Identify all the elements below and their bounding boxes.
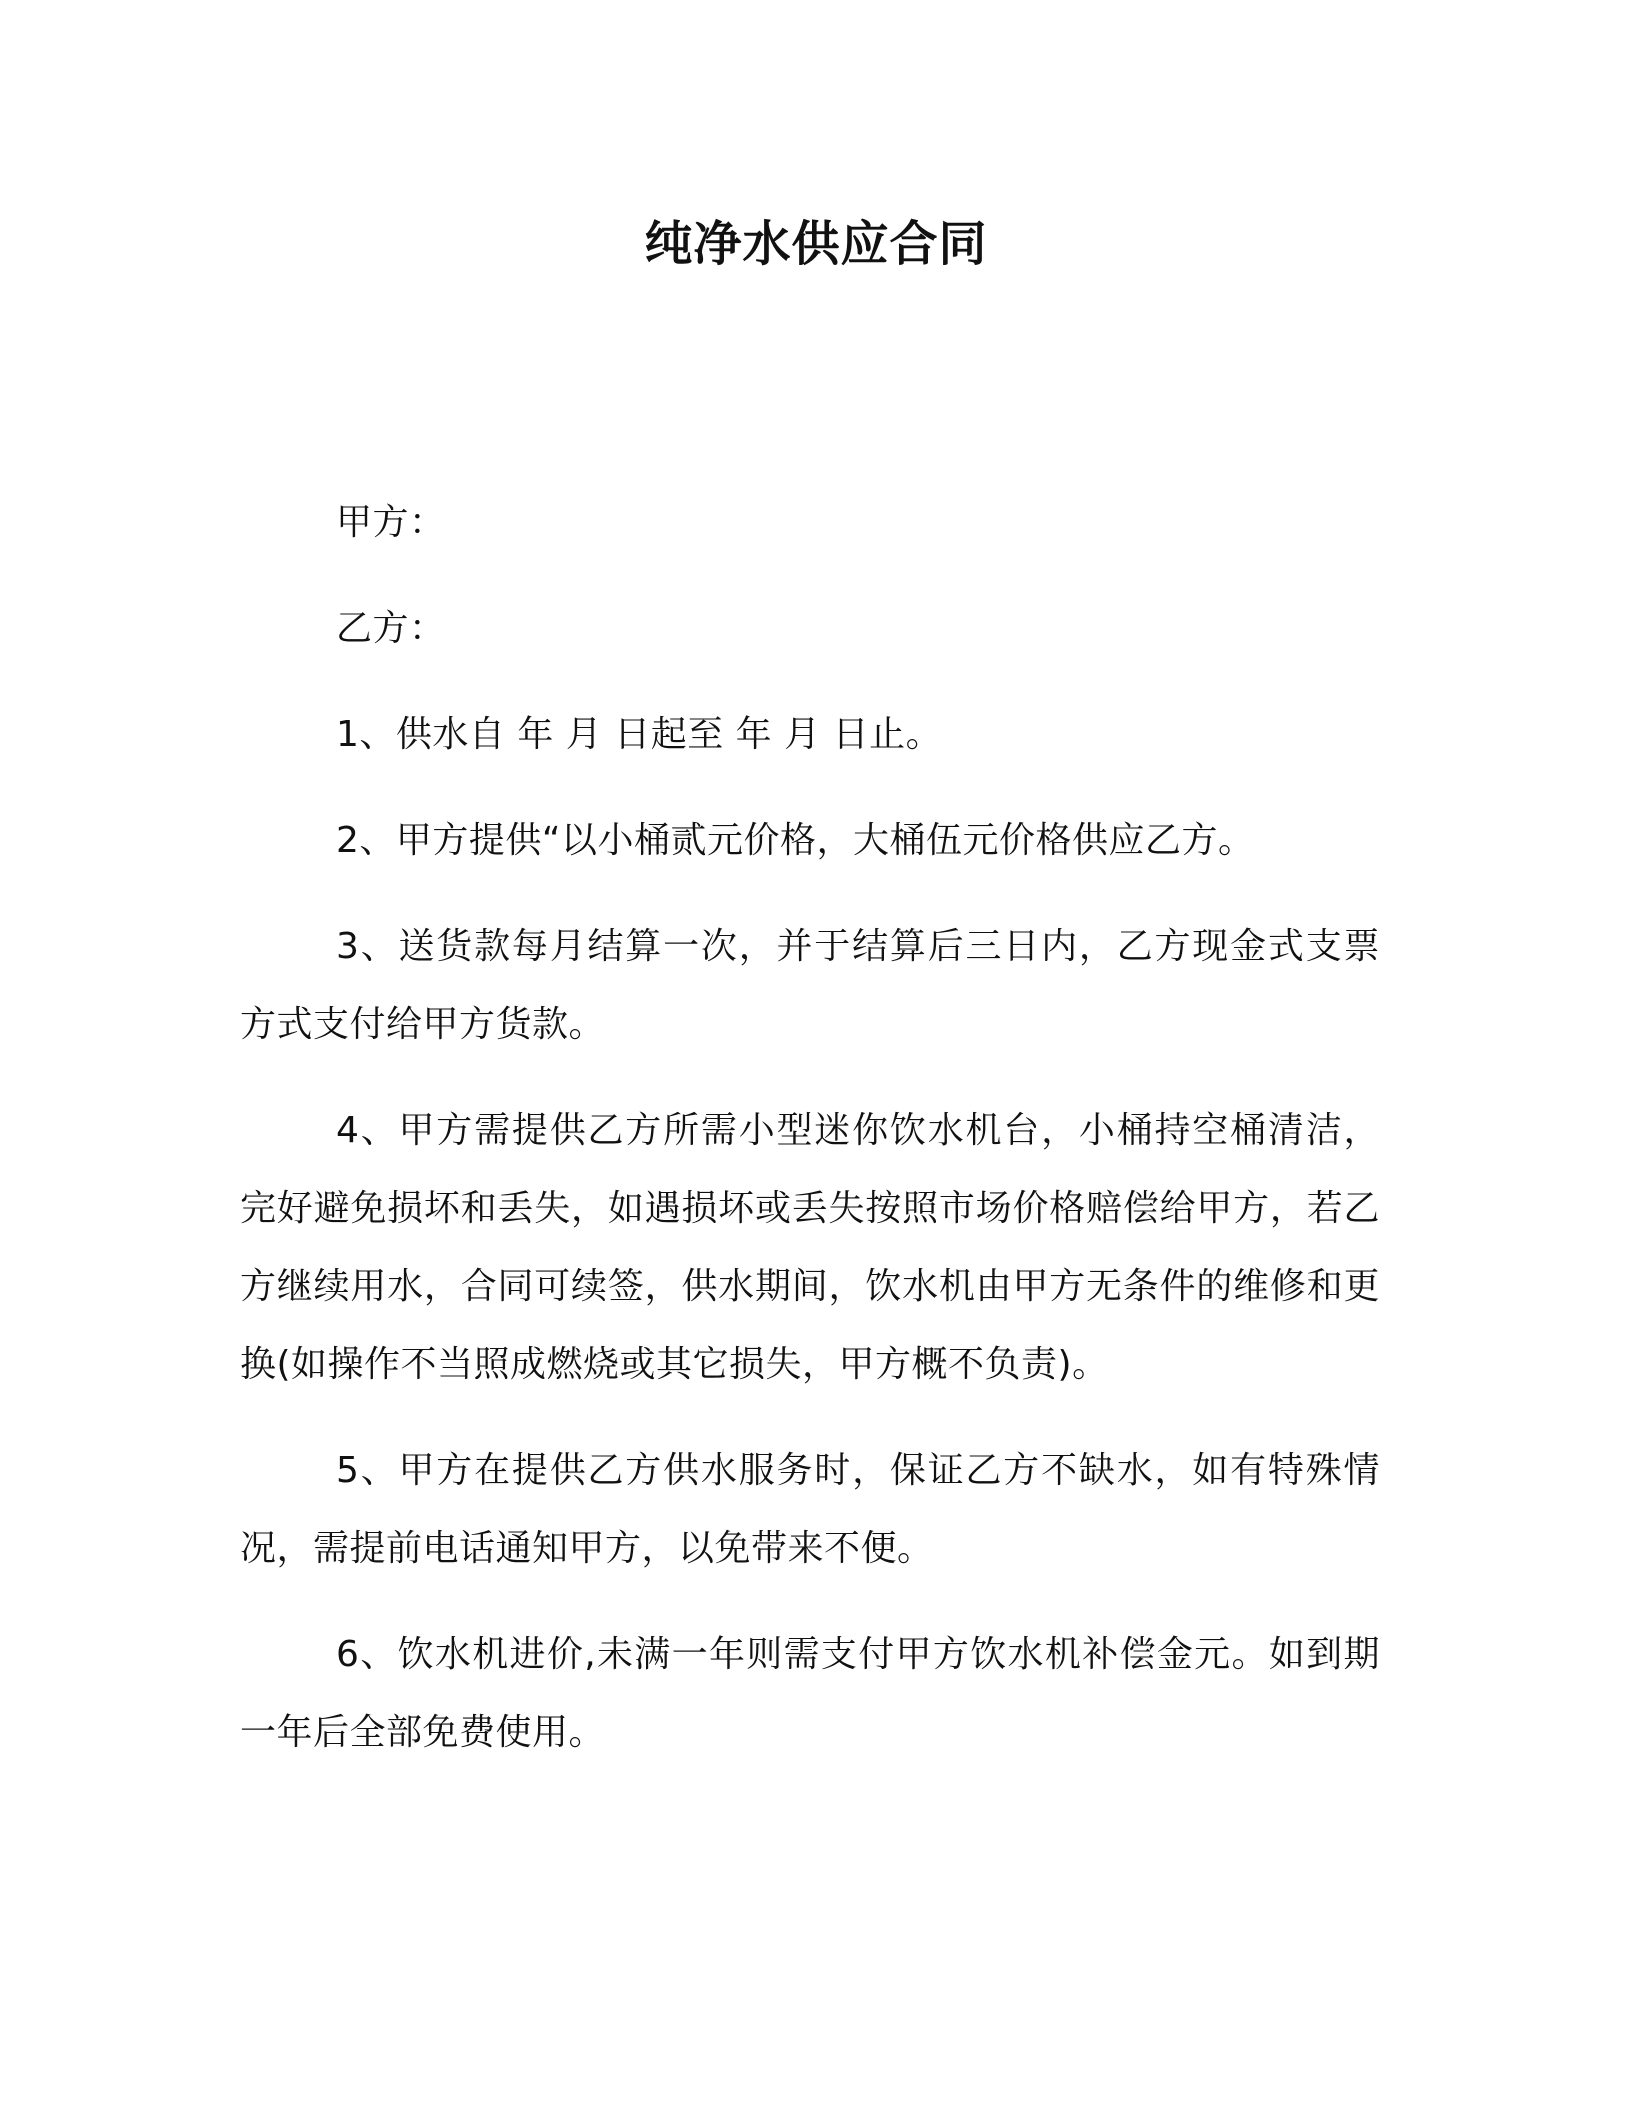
clause-4: 4、甲方需提供乙方所需小型迷你饮水机台，小桶持空桶清洁，完好避免损坏和丢失，如遇损坏或丢失按照市场价格赔偿给甲方，若乙方继续用水，合同可续签，供水期间，饮水机由甲方无条件的维修和更换(如操作不当照成燃烧或其它损失，甲方概不负责)。 bbox=[240, 1110, 1380, 1385]
party-a-line: 甲方： bbox=[336, 502, 446, 543]
clause-2: 2、甲方提供“以小桶贰元价格，大桶伍元价格供应乙方。 bbox=[336, 820, 1255, 861]
clause-6: 6、饮水机进价,未满一年则需支付甲方饮水机补偿金元。如到期一年后全部免费使用。 bbox=[240, 1634, 1380, 1753]
document-title: 纯净水供应合同 bbox=[644, 216, 988, 272]
document-body bbox=[240, 484, 1380, 1800]
clause-1: 1、供水自 年 月 日起至 年 月 日止。 bbox=[336, 714, 943, 755]
party-b-line: 乙方： bbox=[336, 608, 446, 649]
clause-5: 5、甲方在提供乙方供水服务时，保证乙方不缺水，如有特殊情况，需提前电话通知甲方，以免带来不便。 bbox=[240, 1450, 1380, 1569]
clause-3: 3、送货款每月结算一次，并于结算后三日内，乙方现金式支票方式支付给甲方货款。 bbox=[240, 926, 1380, 1045]
